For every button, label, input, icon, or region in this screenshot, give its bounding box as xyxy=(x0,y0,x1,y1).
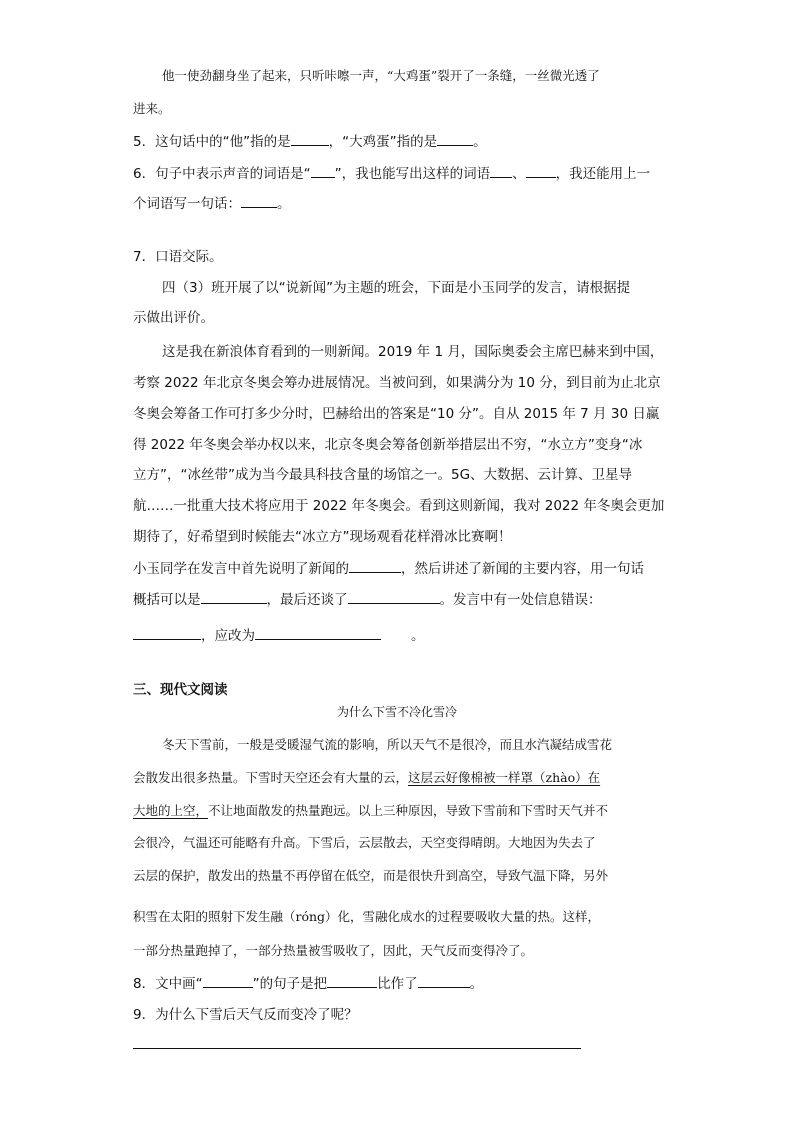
q7-question xyxy=(133,624,425,644)
question-6-line2 xyxy=(133,192,291,212)
underlined-sentence: 这层云好像棉被一样罩（zhào）在 xyxy=(408,770,601,785)
q6-text: 。 xyxy=(277,196,291,212)
article-line: 一部分热量跑掉了，一部分热量被雪吸收了，因此，天气反而变得冷了。 xyxy=(133,943,534,958)
passage-line: 他一使劲翻身坐了起来，只听咔嚓一声，“大鸡蛋”裂开了一条缝，一丝微光透了 xyxy=(162,68,600,83)
answer-blank[interactable] xyxy=(241,195,277,208)
underlined-sentence: 大地的上空， xyxy=(133,803,209,818)
q5-text: ，“大鸡蛋”指的是 xyxy=(328,134,438,150)
article-line: 积雪在太阳的照射下发生融（róng）化，雪融化成水的过程要吸收大量的热。这样， xyxy=(133,909,601,924)
answer-blank[interactable] xyxy=(291,133,329,146)
q7-intro: 四（3）班开展了以“说新闻”为主题的班会，下面是小玉同学的发言，请根据提 xyxy=(162,280,631,296)
speech-line: 得 2022 年冬奥会举办权以来，北京冬奥会筹备创新举措层出不穷，“水立方”变身“冰 xyxy=(133,437,643,453)
q7-text: 概括可以是 xyxy=(133,592,201,608)
answer-blank[interactable] xyxy=(203,975,253,988)
question-8 xyxy=(133,972,483,992)
answer-line[interactable] xyxy=(133,1048,581,1049)
answer-blank[interactable] xyxy=(201,591,267,604)
answer-blank[interactable] xyxy=(327,975,377,988)
q6-text: ”，我也能写出这样的词语 xyxy=(334,166,491,182)
q5-text: 5．这句话中的“他”指的是 xyxy=(133,134,291,150)
article-line: 会很冷，气温还可能略有升高。下雪后，云层散去，天空变得晴朗。大地因为失去了 xyxy=(133,835,596,850)
answer-blank[interactable] xyxy=(133,627,201,640)
section-heading: 三、现代文阅读 xyxy=(133,682,228,698)
question-5 xyxy=(133,130,487,150)
question-7-title: 7．口语交际。 xyxy=(133,249,223,265)
answer-blank[interactable] xyxy=(348,591,440,604)
answer-blank[interactable] xyxy=(255,627,381,640)
q8-text: 。 xyxy=(469,976,484,992)
article-line xyxy=(133,801,608,819)
q7-text: ，最后还谈了 xyxy=(266,592,348,608)
speech-line: 立方”，“冰丝带”成为当今最具科技含量的场馆之一。5G、大数据、云计算、卫星导 xyxy=(133,467,633,483)
speech-line: 期待了，好希望到时候能去“冰立方”现场观看花样滑冰比赛啊！ xyxy=(133,529,512,545)
article-text: 会散发出很多热量。下雪时天空还会有大量的云， xyxy=(133,770,409,785)
speech-line: 这是我在新浪体育看到的一则新闻。2019 年 1 月，国际奥委会主席巴赫来到中国， xyxy=(162,344,664,360)
q6-text: 6．句子中表示声音的词语是“ xyxy=(133,166,311,182)
answer-blank[interactable] xyxy=(311,165,335,178)
answer-blank[interactable] xyxy=(526,165,556,178)
q7-text: 。发言中有一处信息错误： xyxy=(439,592,602,608)
article-title: 为什么下雪不冷化雪冷 xyxy=(336,705,457,719)
q8-text: 比作了 xyxy=(377,976,418,992)
article-line: 冬天下雪前，一般是受暖湿气流的影响，所以天气不是很冷，而且水汽凝结成雪花 xyxy=(162,737,613,752)
speech-line: 冬奥会筹备工作可打多少分时，巴赫给出的答案是“10 分”。自从 2015 年 7 月 30 日赢 xyxy=(133,406,660,422)
question-6 xyxy=(133,162,650,182)
q7-intro: 示做出评价。 xyxy=(133,310,214,326)
article-line: 云层的保护，散发出的热量不再停留在低空，而是很快升到高空，导致气温下降，另外 xyxy=(133,868,609,883)
q6-text: 个词语写一句话： xyxy=(133,196,241,212)
answer-blank[interactable] xyxy=(349,560,401,573)
q8-text: ”的句子是把 xyxy=(252,976,328,992)
article-text: 不让地面散发的热量跑远。以上三种原因，导致下雪前和下雪时天气并不 xyxy=(208,803,609,818)
article-line xyxy=(133,768,600,786)
q7-question xyxy=(133,557,644,577)
question-9: 9．为什么下雪后天气反而变冷了呢？ xyxy=(133,1007,358,1023)
passage-line: 进来。 xyxy=(133,101,171,116)
answer-blank[interactable] xyxy=(490,165,512,178)
q6-text: 、 xyxy=(512,166,526,182)
q8-text: 8．文中画“ xyxy=(133,976,203,992)
q7-text: ，然后讲述了新闻的主要内容，用一句话 xyxy=(401,561,644,577)
q7-text: 。 xyxy=(411,628,425,644)
q7-text: ，应改为 xyxy=(201,628,255,644)
q5-text: 。 xyxy=(473,134,487,150)
speech-line: 考察 2022 年北京冬奥会筹办进展情况。当被问到，如果满分为 10 分，到目前为止北京 xyxy=(133,375,661,391)
q7-text: 小玉同学在发言中首先说明了新闻的 xyxy=(133,561,349,577)
q6-text: ，我还能用上一 xyxy=(555,166,651,182)
q7-question xyxy=(133,588,602,608)
speech-line: 航……一批重大技术将应用于 2022 年冬奥会。看到这则新闻，我对 2022 年冬奥会更加 xyxy=(133,498,665,514)
answer-blank[interactable] xyxy=(437,133,473,146)
answer-blank[interactable] xyxy=(418,975,470,988)
